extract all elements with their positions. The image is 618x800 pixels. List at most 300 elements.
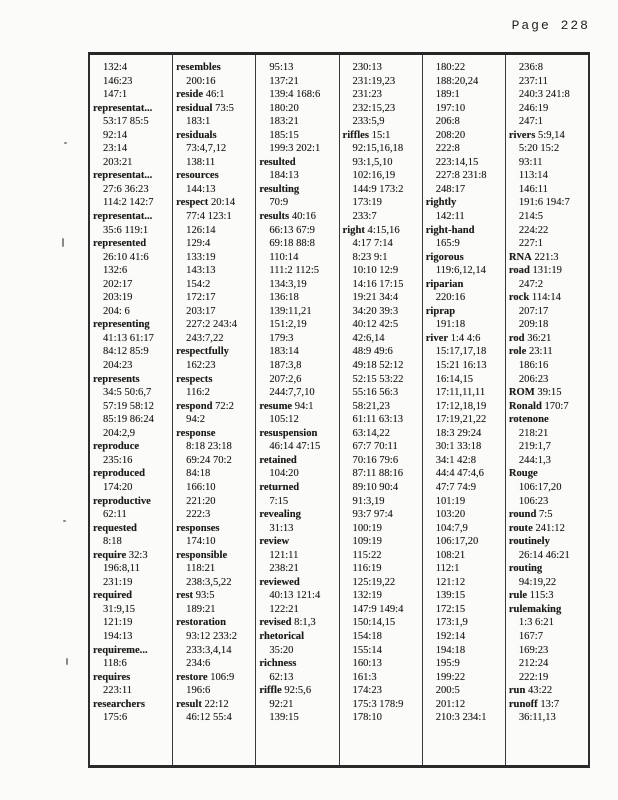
index-refs: 101:19 (435, 495, 466, 507)
index-entry-line (506, 183, 588, 197)
index-refs: 201:12 (435, 698, 466, 710)
index-entry-line (423, 318, 505, 332)
index-refs: 222:19 (518, 671, 549, 683)
index-refs: 35:6 119:1 (103, 224, 149, 236)
index-entry-line (90, 75, 172, 89)
index-refs: 231:19 (103, 576, 133, 588)
index-refs: 214:5 (518, 211, 543, 223)
index-refs: 200:16 (186, 75, 216, 87)
index-refs: 114:14 (529, 292, 561, 304)
index-refs: 204:2,9 (103, 427, 136, 439)
index-refs: 234:6 (186, 658, 211, 670)
index-entry-line (340, 75, 422, 89)
index-refs: 194:13 (103, 630, 133, 642)
index-entry-line (423, 671, 505, 685)
index-entry-line (90, 332, 172, 346)
index-refs: 189:21 (186, 603, 216, 615)
index-entry-line (506, 291, 588, 305)
index-entry-line (423, 400, 505, 414)
index-entry-line (340, 318, 422, 332)
index-refs: 187:3,8 (269, 360, 302, 372)
index-entry-line (506, 305, 588, 319)
index-entry-line (423, 413, 505, 427)
index-refs: 132:6 (103, 265, 128, 277)
index-entry-line (256, 454, 338, 468)
index-entry-line (340, 454, 422, 468)
index-refs: 206:23 (518, 373, 549, 385)
index-entry-line (340, 644, 422, 658)
index-refs: 46:1 (203, 89, 225, 101)
index-entry-line (423, 630, 505, 644)
index-entry-line (340, 427, 422, 441)
index-word: routing (508, 563, 543, 575)
index-refs: 175:6 (103, 712, 128, 724)
index-entry-line (423, 698, 505, 712)
index-refs: 8:18 23:18 (186, 441, 232, 453)
index-refs: 185:15 (269, 129, 299, 141)
index-entry-line (506, 481, 588, 495)
index-entry-line (256, 495, 338, 509)
index-refs: 19:21 34:4 (352, 292, 399, 304)
index-refs: 200:5 (435, 685, 460, 697)
index-refs: 246:19 (518, 102, 549, 114)
index-entry-line (423, 88, 505, 102)
index-refs: 15:1 (369, 129, 391, 141)
index-refs: 194:18 (435, 644, 466, 656)
index-entry-line (90, 156, 172, 170)
index-word: rest (176, 590, 194, 602)
index-entry-line (423, 183, 505, 197)
index-entry-line (173, 522, 255, 536)
index-refs: 121:12 (435, 576, 466, 588)
index-entry-line (423, 75, 505, 89)
index-word: rock (508, 292, 530, 304)
index-word: reproduced (93, 468, 145, 480)
index-refs: 22:12 (201, 698, 229, 710)
index-refs: 26:14 46:21 (518, 549, 570, 561)
index-entry-line (256, 251, 338, 265)
index-refs: 85:19 86:24 (103, 414, 154, 426)
scan-speck (62, 238, 64, 247)
index-entry-line (90, 562, 172, 576)
index-entry-line (90, 698, 172, 712)
index-entry-line (90, 644, 172, 658)
index-entry-line (340, 88, 422, 102)
index-word: response (176, 427, 216, 439)
index-entry-line (256, 535, 338, 549)
index-entry-line (423, 359, 505, 373)
index-word: respects (176, 373, 213, 385)
index-refs: 92:21 (269, 698, 294, 710)
index-word: requires (93, 671, 131, 683)
index-entry-line (506, 711, 588, 725)
index-refs: 16:14,15 (435, 373, 474, 385)
index-entry-line (173, 264, 255, 278)
index-refs: 91:3,19 (352, 495, 385, 507)
index-word: Ronald (508, 400, 542, 412)
index-entry-line (90, 495, 172, 509)
index-entry-line (423, 562, 505, 576)
index-entry-line (173, 169, 255, 183)
index-entry-line (90, 345, 172, 359)
index-entry-line (340, 359, 422, 373)
index-refs: 147:1 (103, 89, 128, 101)
index-entry-line (423, 644, 505, 658)
index-entry-line (340, 562, 422, 576)
index-entry-line (506, 454, 588, 468)
index-entry-line (506, 671, 588, 685)
index-entry-line (256, 142, 338, 156)
index-entry-line (256, 359, 338, 373)
index-word: runoff (508, 698, 538, 710)
index-word: right (342, 224, 365, 236)
index-entry-line (256, 657, 338, 671)
index-refs: 223:14,15 (435, 156, 479, 168)
index-word: river (425, 332, 449, 344)
index-refs: 174:20 (103, 481, 133, 493)
index-refs: 236:8 (518, 62, 543, 73)
index-entry-line (340, 196, 422, 210)
index-entry-line (173, 440, 255, 454)
index-word: riffle (259, 685, 282, 697)
index-word: rightly (425, 197, 457, 209)
index-refs: 7:5 (536, 509, 553, 521)
index-refs: 230:13 (352, 62, 382, 73)
index-entry-line (90, 142, 172, 156)
index-word: respectfully (176, 346, 229, 358)
index-entry-line (90, 684, 172, 698)
index-refs: 209:18 (518, 319, 549, 331)
index-entry-line (256, 440, 338, 454)
index-column (255, 55, 338, 765)
index-entry-line (90, 264, 172, 278)
index-refs: 142:11 (435, 211, 465, 223)
index-entry-line (340, 102, 422, 116)
index-refs: 191:6 194:7 (518, 197, 570, 209)
index-refs: 197:10 (435, 102, 466, 114)
index-entry-line (90, 129, 172, 143)
index-refs: 227:2 243:4 (186, 319, 238, 331)
index-entry-line (173, 589, 255, 603)
index-entry-line (90, 427, 172, 441)
index-word: residuals (176, 129, 217, 141)
index-entry-line (340, 210, 422, 224)
index-refs: 106:23 (518, 495, 549, 507)
index-refs: 203:19 (103, 292, 133, 304)
index-entry-line (423, 169, 505, 183)
index-refs: 30:1 33:18 (435, 441, 482, 453)
index-entry-line (256, 684, 338, 698)
index-refs: 34:20 39:3 (352, 305, 399, 317)
index-entry-line (506, 345, 588, 359)
index-entry-line (506, 616, 588, 630)
index-refs: 137:21 (269, 75, 299, 87)
index-entry-line (173, 183, 255, 197)
index-refs: 1:3 6:21 (518, 617, 554, 629)
index-refs: 70:16 79:6 (352, 454, 399, 466)
index-entry-line (423, 345, 505, 359)
index-entry-line (340, 61, 422, 75)
index-entry-line (423, 589, 505, 603)
index-refs: 84:12 85:9 (103, 346, 149, 358)
index-entry-line (423, 156, 505, 170)
index-refs: 52:15 53:22 (352, 373, 404, 385)
index-refs: 154:18 (352, 630, 382, 642)
index-entry-line (173, 251, 255, 265)
index-refs: 180:22 (435, 62, 466, 73)
index-entry-line (256, 400, 338, 414)
index-refs: 233:5,9 (352, 116, 385, 128)
index-entry-line (90, 522, 172, 536)
index-refs: 191:18 (435, 319, 466, 331)
index-refs: 161:3 (352, 671, 377, 683)
index-refs: 221:3 (531, 251, 559, 263)
index-word: rhetorical (259, 630, 305, 642)
index-refs: 122:21 (269, 603, 299, 615)
index-entry-line (423, 237, 505, 251)
index-entry-line (173, 210, 255, 224)
index-refs: 199:3 202:1 (269, 143, 321, 155)
index-refs: 183:21 (269, 116, 299, 128)
index-refs: 121:19 (103, 617, 133, 629)
index-entry-line (173, 603, 255, 617)
index-entry-line (506, 251, 588, 265)
index-word: reviewed (259, 576, 300, 588)
index-entry-line (506, 644, 588, 658)
index-entry-line (90, 373, 172, 387)
index-refs: 175:3 178:9 (352, 698, 404, 710)
index-refs: 106:17,20 (435, 536, 479, 548)
index-word: round (508, 509, 537, 521)
index-word: retained (259, 454, 297, 466)
index-refs: 7:15 (269, 495, 289, 507)
index-refs: 240:3 241:8 (518, 89, 570, 101)
index-entry-line (173, 481, 255, 495)
scan-speck (63, 520, 66, 522)
index-entry-line (340, 291, 422, 305)
index-refs: 150:14,15 (352, 617, 396, 629)
index-entry-line (90, 576, 172, 590)
index-entry-line (340, 576, 422, 590)
index-word: restoration (176, 617, 226, 629)
index-word: result (176, 698, 202, 710)
index-entry-line (423, 332, 505, 346)
index-entry-line (90, 224, 172, 238)
index-entry-line (256, 75, 338, 89)
index-entry-line (423, 711, 505, 725)
page-number-header: Page 228 (511, 18, 590, 33)
index-refs: 35:20 (269, 644, 294, 656)
index-entry-line (506, 535, 588, 549)
index-refs: 131:19 (529, 265, 562, 277)
index-word: resembles (176, 62, 221, 73)
index-refs: 244:1,3 (518, 454, 551, 466)
index-refs: 13:7 (537, 698, 560, 710)
index-refs: 174:23 (352, 685, 382, 697)
index-refs: 167:7 (518, 630, 543, 642)
index-entry-line (506, 196, 588, 210)
index-word: run (508, 685, 526, 697)
index-refs: 112:1 (435, 563, 460, 575)
index-refs: 170:7 (541, 400, 569, 412)
index-refs: 183:14 (269, 346, 299, 358)
index-word: route (508, 522, 533, 534)
index-refs: 221:20 (186, 495, 216, 507)
index-entry-line (90, 413, 172, 427)
index-refs: 8:23 9:1 (352, 251, 388, 263)
index-entry-line (90, 305, 172, 319)
index-entry-line (173, 115, 255, 129)
index-word: responsible (176, 549, 228, 561)
index-refs: 129:4 (186, 238, 211, 250)
index-refs: 17:12,18,19 (435, 400, 487, 412)
index-entry-line (256, 264, 338, 278)
index-entry-line (423, 115, 505, 129)
index-refs: 178:10 (352, 712, 382, 724)
index-entry-line (340, 616, 422, 630)
index-word: resources (176, 170, 219, 182)
index-entry-line (90, 291, 172, 305)
index-entry-line (173, 698, 255, 712)
index-entry-line (256, 169, 338, 183)
index-word: rod (508, 332, 525, 344)
index-word: responses (176, 522, 220, 534)
index-refs: 115:3 (527, 590, 554, 602)
index-word: require (93, 549, 127, 561)
index-refs: 77:4 123:1 (186, 211, 232, 223)
index-refs: 34:1 42:8 (435, 454, 477, 466)
index-refs: 224:22 (518, 224, 549, 236)
index-refs: 231:19,23 (352, 75, 396, 87)
index-word: respect (176, 197, 209, 209)
index-entry-line (90, 481, 172, 495)
index-refs: 92:15,16,18 (352, 143, 404, 155)
index-refs: 114:2 142:7 (103, 197, 154, 209)
index-entry-line (423, 61, 505, 75)
index-refs: 151:2,19 (269, 319, 307, 331)
index-word: representat... (93, 170, 153, 182)
index-refs: 154:2 (186, 278, 211, 290)
index-refs: 93:1,5,10 (352, 156, 393, 168)
index-refs: 26:10 41:6 (103, 251, 149, 263)
index-refs: 199:22 (435, 671, 466, 683)
index-entry-line (256, 427, 338, 441)
index-entry-line (256, 102, 338, 116)
index-entry-line (506, 495, 588, 509)
index-entry-line (256, 183, 338, 197)
index-refs: 47:7 74:9 (435, 481, 477, 493)
index-entry-line (340, 156, 422, 170)
index-refs: 172:17 (186, 292, 216, 304)
index-entry-line (173, 359, 255, 373)
index-entry-line (173, 102, 255, 116)
index-entry-line (90, 711, 172, 725)
index-word: revealing (259, 509, 301, 521)
index-entry-line (423, 657, 505, 671)
index-refs: 206:8 (435, 116, 460, 128)
index-column (90, 55, 172, 765)
index-entry-line (173, 224, 255, 238)
index-refs: 195:9 (435, 658, 460, 670)
index-entry-line (423, 549, 505, 563)
index-entry-line (506, 698, 588, 712)
index-refs: 94:19,22 (518, 576, 557, 588)
index-refs: 237:11 (518, 75, 548, 87)
index-refs: 15:17,17,18 (435, 346, 487, 358)
index-entry-line (173, 644, 255, 658)
index-entry-line (256, 413, 338, 427)
index-word: rigorous (425, 251, 464, 263)
index-refs: 14:16 17:15 (352, 278, 404, 290)
index-entry-line (506, 264, 588, 278)
index-entry-line (506, 129, 588, 143)
index-entry-line (423, 373, 505, 387)
index-entry-line (90, 196, 172, 210)
index-refs: 41:13 61:17 (103, 332, 154, 344)
index-refs: 186:16 (518, 360, 549, 372)
index-entry-line (173, 508, 255, 522)
index-word: RNA (508, 251, 532, 263)
index-entry-line (506, 562, 588, 576)
index-entry-line (506, 332, 588, 346)
index-entry-line (423, 278, 505, 292)
index-entry-line (506, 508, 588, 522)
index-entry-line (173, 657, 255, 671)
index-refs: 100:19 (352, 522, 382, 534)
index-refs: 104:7,9 (435, 522, 468, 534)
index-refs: 44:4 47:4,6 (435, 468, 484, 480)
index-entry-line (423, 576, 505, 590)
index-refs: 247:2 (518, 278, 543, 290)
index-refs: 70:9 (269, 197, 289, 209)
index-entry-line (256, 318, 338, 332)
index-refs: 196:8,11 (103, 563, 140, 575)
index-refs: 243:7,22 (186, 332, 224, 344)
index-entry-line (173, 549, 255, 563)
index-refs: 62:11 (103, 509, 127, 521)
index-word: requireme... (93, 644, 148, 656)
index-refs: 139:4 168:6 (269, 89, 321, 101)
index-word: resulting (259, 183, 300, 195)
index-word: richness (259, 658, 297, 670)
index-entry-line (506, 576, 588, 590)
index-entry-line (173, 495, 255, 509)
index-refs: 17:11,11,11 (435, 387, 486, 399)
index-refs: 174:10 (186, 536, 216, 548)
index-entry-line (340, 129, 422, 143)
index-entry-line (173, 535, 255, 549)
index-entry-line (256, 224, 338, 238)
index-refs: 62:13 (269, 671, 294, 683)
index-entry-line (423, 440, 505, 454)
index-refs: 133:19 (186, 251, 216, 263)
index-refs: 8:18 (103, 536, 122, 548)
index-entry-line (256, 562, 338, 576)
index-entry-line (340, 711, 422, 725)
index-entry-line (173, 196, 255, 210)
index-entry-line (90, 318, 172, 332)
index-refs: 55:16 56:3 (352, 387, 399, 399)
index-refs: 241:12 (532, 522, 565, 534)
index-refs: 189:1 (435, 89, 460, 101)
index-entry-line (90, 467, 172, 481)
index-refs: 132:4 (103, 62, 128, 73)
index-entry-line (173, 142, 255, 156)
index-refs: 46:14 47:15 (269, 441, 321, 453)
index-refs: 207:2,6 (269, 373, 302, 385)
index-refs: 113:14 (518, 170, 548, 182)
index-refs: 4:17 7:14 (352, 238, 393, 250)
